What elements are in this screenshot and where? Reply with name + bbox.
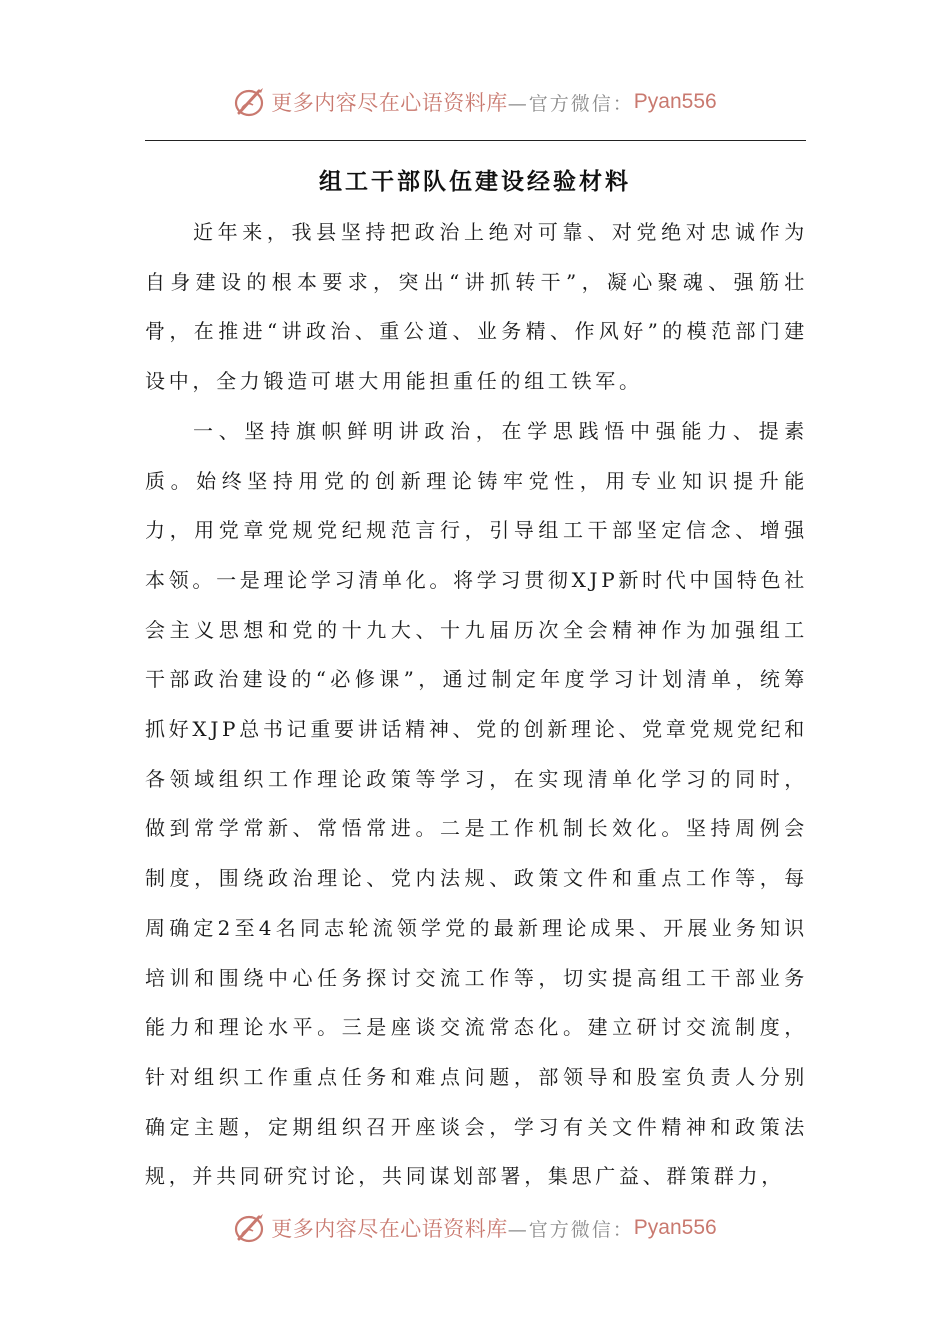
pen-logo-icon <box>233 1211 267 1245</box>
footer-watermark <box>0 1208 950 1248</box>
header-watermark <box>0 82 950 122</box>
document-title: 组工干部队伍建设经验材料 <box>319 169 631 195</box>
watermark-main-text: 更多内容尽在心语资料库 <box>271 91 508 115</box>
document-body <box>145 208 808 1202</box>
watermark-sub-text: —官方微信： <box>507 92 634 115</box>
paragraph-section-one: 一、坚持旗帜鲜明讲政治，在学思践悟中强能力、提素质。始终坚持用党的创新理论铸牢党性，用专业知识提升能力，用党章党规党纪规范言行，引导组工干部坚定信念、增强本领。一是理论学习清单化。将学习贯彻XJP新时代中国特色社会主义思想和党的十九大、十九届历次全会精神作为加强组工干部政治建设的“必修课”，通过制定年度学习计划清单，统筹抓好XJP总书记重要讲话精神、党的创新理论、党章党规党纪和各领域组织工作理论政策等学习，在实现清单化学习的同时，做到常学常新、常悟常进。二是工作机制长效化。坚持周例会制度，围绕政治理论、党内法规、政策文件和重点工作等，每周确定2至4名同志轮流领学党的最新理论成果、开展业务知识培训和围绕中心任务探讨交流工作等，切实提高组工干部业务能力和理论水平。三是座谈交流常态化。建立研讨交流制度，针对组织工作重点任务和难点问题，部领导和股室负责人分别确定主题，定期组织召开座谈会，学习有关文件精神和政策法规，并共同研究讨论，共同谋划部署，集思广益、群策群力， <box>145 418 809 1189</box>
watermark-wechat-id: Pyan556 <box>633 90 717 113</box>
watermark-sub-text: —官方微信： <box>507 1218 634 1241</box>
watermark-main-text: 更多内容尽在心语资料库 <box>271 1217 508 1241</box>
paragraph-intro: 近年来，我县坚持把政治上绝对可靠、对党绝对忠诚作为自身建设的根本要求，突出“讲抓转干”，凝心聚魂、强筋壮骨，在推进“讲政治、重公道、业务精、作风好”的模范部门建设中，全力锻造可堪大用能担重任的组工铁军。 <box>145 220 808 394</box>
pen-logo-icon <box>233 85 267 119</box>
watermark-wechat-id: Pyan556 <box>633 1216 717 1239</box>
header-divider <box>145 140 806 141</box>
